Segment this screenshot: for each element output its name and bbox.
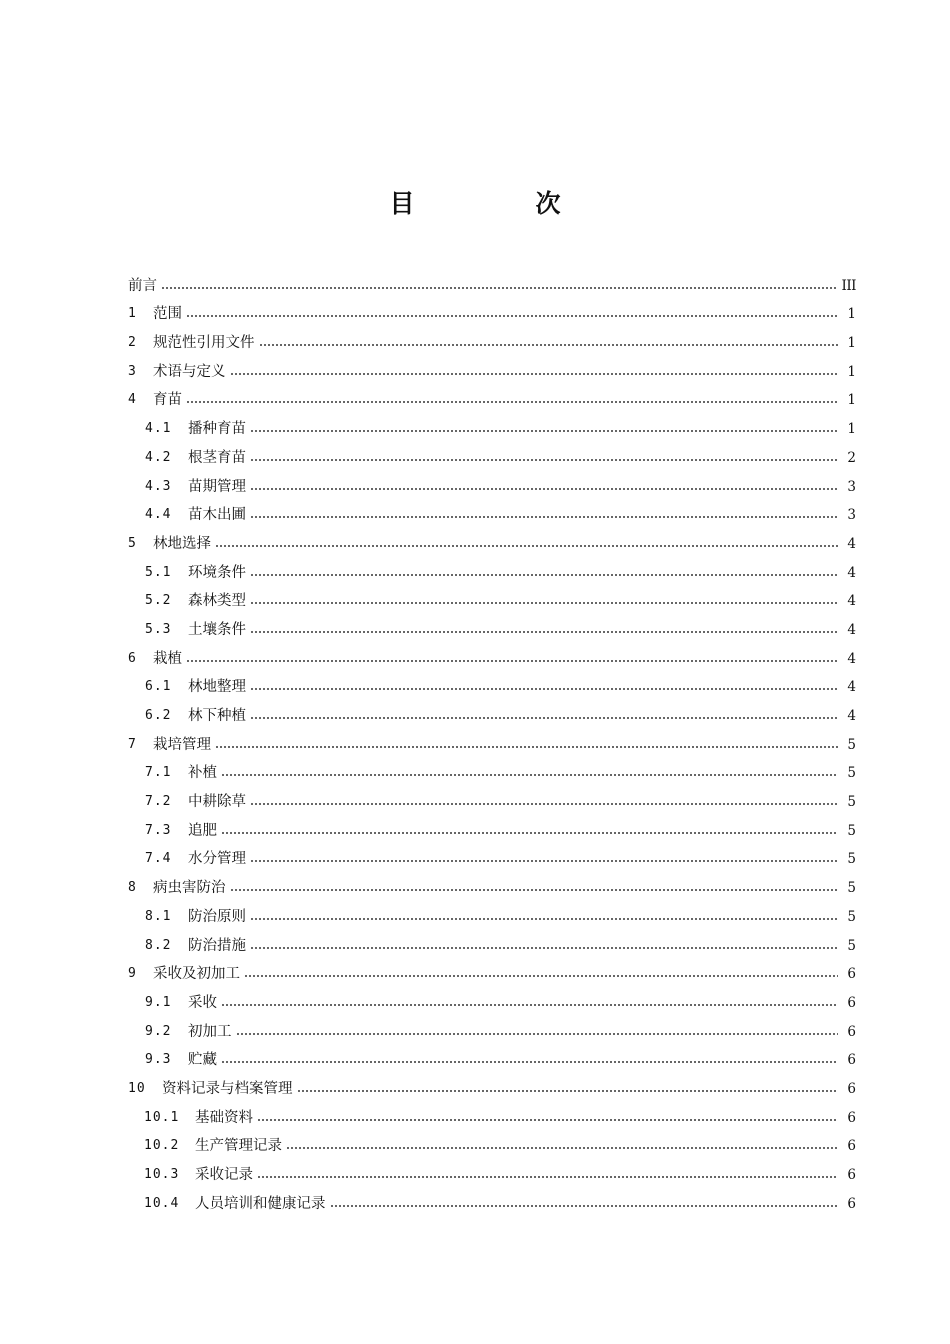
toc-entry[interactable] <box>128 1155 856 1184</box>
toc-entry-number: 4.1 <box>145 421 172 437</box>
toc-entry[interactable] <box>128 1127 856 1156</box>
toc-entry-page: 1 <box>847 335 856 352</box>
toc-entry-page: 5 <box>847 736 856 753</box>
toc-entry-number: 8.2 <box>145 937 172 953</box>
toc-entry-number: 9 <box>128 966 137 982</box>
toc-entry-number: 7.1 <box>145 765 172 781</box>
toc-entry-number: 4 <box>128 392 137 408</box>
toc-entry-page: 5 <box>847 937 856 954</box>
toc-entry-page: 6 <box>847 1080 856 1097</box>
toc-entry-page: 6 <box>847 994 856 1011</box>
toc-entry-page: 6 <box>847 1195 856 1212</box>
toc-entry-label: 森林类型 <box>188 593 246 610</box>
toc-entry[interactable] <box>128 352 856 381</box>
toc-entry-label: 苗期管理 <box>188 478 246 495</box>
dot-leader <box>250 801 838 807</box>
toc-entry-page: 4 <box>847 593 856 610</box>
toc-entry-page: 5 <box>847 880 856 897</box>
toc-entry-label: 采收 <box>188 994 217 1011</box>
toc-entry-page: 4 <box>847 564 856 581</box>
toc-entry-label: 规范性引用文件 <box>153 335 255 352</box>
toc-entry-page: 6 <box>847 1167 856 1183</box>
dot-leader <box>161 285 836 291</box>
toc-entry-page: 6 <box>847 1109 856 1126</box>
toc-entry-label: 林下种植 <box>188 708 246 724</box>
dot-leader <box>250 457 838 463</box>
toc-entry-label: 播种育苗 <box>188 421 246 438</box>
toc-entry[interactable] <box>128 668 856 697</box>
dot-leader <box>250 514 838 520</box>
toc-entry[interactable] <box>128 323 856 352</box>
toc-entry[interactable] <box>128 1012 856 1041</box>
toc-entry[interactable] <box>128 782 856 811</box>
toc-entry[interactable] <box>128 610 856 639</box>
dot-leader <box>221 1059 838 1065</box>
toc-entry-page: 1 <box>847 421 856 438</box>
toc-entry-number: 10.2 <box>144 1138 180 1154</box>
toc-entry[interactable] <box>128 295 856 324</box>
dot-leader <box>250 916 838 922</box>
dot-leader <box>330 1203 839 1209</box>
toc-entry[interactable] <box>128 524 856 553</box>
toc-entry[interactable] <box>128 811 856 840</box>
toc-entry[interactable] <box>128 983 856 1012</box>
toc-entry-number: 3 <box>128 363 137 379</box>
toc-entry-label: 林地整理 <box>188 679 246 696</box>
toc-entry-number: 10.1 <box>144 1109 180 1125</box>
dot-leader <box>221 830 838 836</box>
toc-entry-page: 1 <box>847 363 856 380</box>
toc-entry-number: 6.2 <box>145 708 172 723</box>
toc-entry[interactable] <box>128 553 856 582</box>
toc-entry[interactable] <box>128 840 856 869</box>
toc-entry[interactable] <box>128 725 856 754</box>
dot-leader <box>257 1117 838 1123</box>
toc-entry-number: 9.3 <box>145 1052 172 1068</box>
toc-entry-number: 6 <box>128 650 137 666</box>
dot-leader <box>250 428 838 434</box>
toc-entry-page: 4 <box>847 535 856 552</box>
toc-entry-number: 10.3 <box>144 1167 180 1182</box>
toc-entry-number: 7 <box>128 736 137 752</box>
toc-entry-label: 育苗 <box>153 392 182 409</box>
toc-entry-number: 6.1 <box>145 679 172 695</box>
toc-entry-number: 7.3 <box>145 822 172 838</box>
dot-leader <box>297 1088 839 1094</box>
toc-entry-number: 7.4 <box>145 851 172 867</box>
toc-entry-page: 5 <box>847 822 856 839</box>
toc-entry-label: 范围 <box>153 306 182 323</box>
toc-entry-page: 6 <box>847 966 856 983</box>
toc-entry-number: 5 <box>128 535 137 551</box>
dot-leader <box>230 887 839 893</box>
dot-leader <box>257 1174 838 1180</box>
toc-entry-number: 5.1 <box>145 564 172 580</box>
toc-entry-page: 5 <box>847 851 856 868</box>
toc-entry[interactable] <box>128 266 856 295</box>
toc-entry-page: 4 <box>847 621 856 638</box>
toc-entry-page: 4 <box>847 650 856 667</box>
toc-entry-label: 基础资料 <box>195 1109 253 1126</box>
toc-entry[interactable] <box>128 467 856 496</box>
toc-entry[interactable] <box>128 639 856 668</box>
toc-entry-number: 9.2 <box>145 1023 172 1039</box>
toc-entry-page: 5 <box>847 908 856 925</box>
toc-entry-page: 6 <box>847 1138 856 1155</box>
toc-entry-number: 8 <box>128 880 137 896</box>
toc-entry-page: 1 <box>847 306 856 323</box>
toc-entry-label: 生产管理记录 <box>195 1138 282 1155</box>
toc-entry[interactable] <box>128 409 856 438</box>
dot-leader <box>250 572 838 578</box>
toc-entry[interactable] <box>128 696 856 725</box>
toc-entry-label: 贮藏 <box>188 1052 217 1069</box>
toc-entry-page: 6 <box>847 1052 856 1069</box>
toc-entry[interactable] <box>128 582 856 611</box>
toc-entry-label: 栽培管理 <box>153 736 211 753</box>
dot-leader <box>250 945 838 951</box>
table-of-contents <box>128 266 856 1213</box>
toc-entry-page: III <box>841 277 856 294</box>
toc-entry-label: 中耕除草 <box>188 794 246 811</box>
toc-entry-number: 5.3 <box>145 621 172 637</box>
toc-entry-label: 环境条件 <box>188 564 246 581</box>
toc-entry-page: 1 <box>847 392 856 409</box>
toc-entry-page: 3 <box>847 478 856 495</box>
dot-leader <box>186 399 838 405</box>
toc-entry-label: 根茎育苗 <box>188 449 246 466</box>
toc-entry-label: 采收记录 <box>195 1167 253 1183</box>
dot-leader <box>250 486 838 492</box>
toc-entry-number: 5.2 <box>145 593 172 609</box>
toc-entry[interactable] <box>128 496 856 525</box>
toc-entry-label: 追肥 <box>188 822 217 839</box>
dot-leader <box>186 313 838 319</box>
toc-entry[interactable] <box>128 955 856 984</box>
dot-leader <box>215 744 838 750</box>
toc-entry[interactable] <box>128 897 856 926</box>
toc-entry-label: 栽植 <box>153 650 182 667</box>
toc-entry-number: 7.2 <box>145 794 172 810</box>
toc-entry-number: 2 <box>128 335 137 351</box>
toc-entry-label: 采收及初加工 <box>153 966 240 983</box>
dot-leader <box>230 371 839 377</box>
dot-leader <box>250 600 838 606</box>
toc-entry-label: 防治措施 <box>188 937 246 954</box>
toc-entry-label: 资料记录与档案管理 <box>162 1080 293 1097</box>
dot-leader <box>250 858 838 864</box>
toc-entry-number: 9.1 <box>145 994 172 1010</box>
toc-entry-number: 1 <box>128 306 137 322</box>
toc-entry-label: 苗木出圃 <box>188 507 246 524</box>
toc-entry-page: 2 <box>847 449 856 466</box>
toc-entry-number: 4.4 <box>145 507 172 523</box>
dot-leader <box>259 342 839 348</box>
dot-leader <box>215 543 838 549</box>
dot-leader <box>221 772 838 778</box>
toc-entry[interactable] <box>128 1069 856 1098</box>
toc-entry[interactable] <box>128 1184 856 1213</box>
toc-entry-label: 林地选择 <box>153 535 211 552</box>
toc-entry-label: 水分管理 <box>188 851 246 868</box>
toc-entry[interactable] <box>128 926 856 955</box>
toc-entry-number: 4.3 <box>145 478 172 494</box>
toc-entry-page: 3 <box>847 507 856 524</box>
dot-leader <box>236 1031 839 1037</box>
toc-entry-number: 8.1 <box>145 908 172 924</box>
toc-entry-label: 防治原则 <box>188 908 246 925</box>
dot-leader <box>250 715 838 721</box>
toc-entry[interactable] <box>128 754 856 783</box>
toc-entry-page: 4 <box>847 708 856 724</box>
dot-leader <box>221 1002 838 1008</box>
toc-entry-label: 病虫害防治 <box>153 880 226 897</box>
toc-entry-label: 前言 <box>128 277 157 294</box>
toc-entry[interactable] <box>128 1098 856 1127</box>
dot-leader <box>250 629 838 635</box>
toc-entry-page: 5 <box>847 765 856 782</box>
toc-entry-label: 初加工 <box>188 1023 232 1040</box>
toc-entry-label: 术语与定义 <box>153 363 226 380</box>
toc-entry[interactable] <box>128 868 856 897</box>
toc-entry[interactable] <box>128 438 856 467</box>
toc-entry-number: 10.4 <box>144 1195 180 1211</box>
toc-entry-number: 4.2 <box>145 449 172 465</box>
page-title: 目 次 <box>389 189 609 218</box>
toc-entry[interactable] <box>128 1041 856 1070</box>
toc-entry-label: 人员培训和健康记录 <box>195 1195 326 1212</box>
dot-leader <box>186 658 838 664</box>
dot-leader <box>244 973 838 979</box>
dot-leader <box>250 686 838 692</box>
toc-entry[interactable] <box>128 381 856 410</box>
dot-leader <box>286 1145 838 1151</box>
toc-entry-label: 土壤条件 <box>188 621 246 638</box>
toc-entry-label: 补植 <box>188 765 217 782</box>
toc-entry-number: 10 <box>128 1080 146 1096</box>
toc-entry-page: 5 <box>847 794 856 811</box>
toc-entry-page: 6 <box>847 1023 856 1040</box>
toc-entry-page: 4 <box>847 679 856 696</box>
